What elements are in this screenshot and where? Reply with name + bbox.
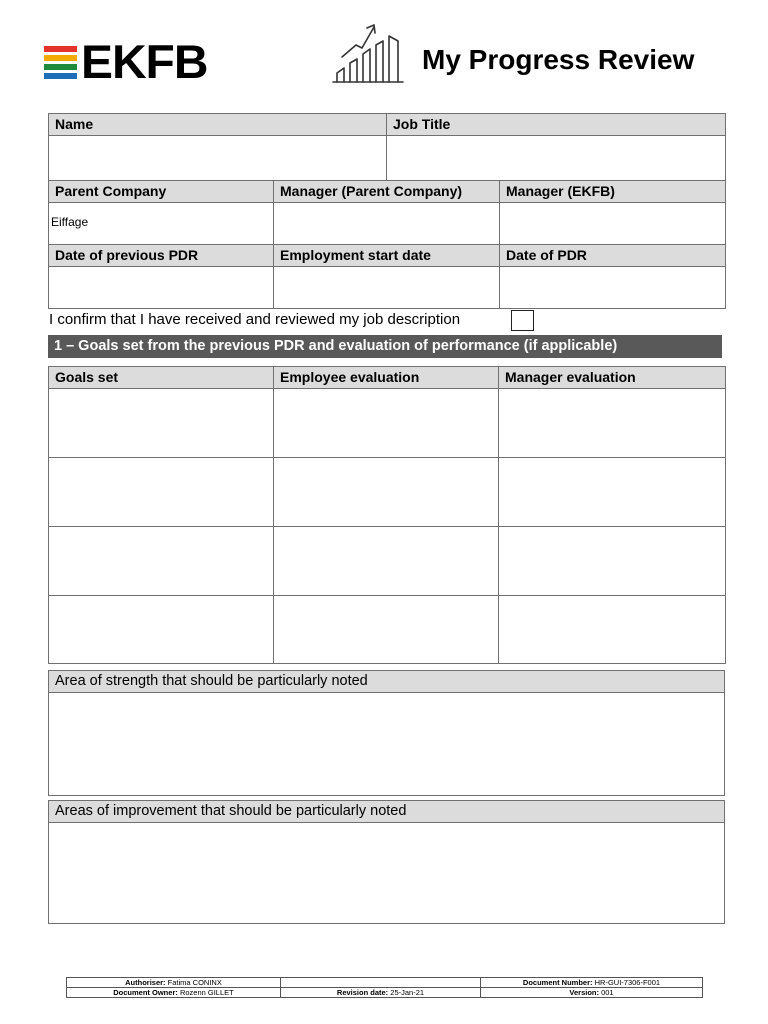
job-title-field[interactable] <box>387 136 726 181</box>
strength-label: Area of strength that should be particularly noted <box>49 671 725 693</box>
employee-evaluation-header: Employee evaluation <box>274 367 499 389</box>
manager-evaluation-cell[interactable] <box>499 389 726 458</box>
goal-row <box>49 527 726 596</box>
goal-cell[interactable] <box>49 527 274 596</box>
pdr-date-field[interactable] <box>500 267 726 309</box>
document-footer <box>66 977 703 998</box>
logo-stripe-yellow <box>44 55 77 61</box>
goal-cell[interactable] <box>49 458 274 527</box>
goal-row <box>49 596 726 664</box>
goal-cell[interactable] <box>49 389 274 458</box>
employee-evaluation-cell[interactable] <box>274 596 499 664</box>
manager-ekfb-label: Manager (EKFB) <box>500 181 726 203</box>
parent-company-field[interactable]: Eiffage <box>49 203 274 245</box>
employment-start-label: Employment start date <box>274 245 500 267</box>
goals-set-header: Goals set <box>49 367 274 389</box>
manager-parent-field[interactable] <box>274 203 500 245</box>
document-number: Document Number: HR-GUI-7306-F001 <box>481 978 703 988</box>
section-1-header: 1 – Goals set from the previous PDR and evaluation of performance (if applicable) <box>48 335 722 358</box>
ekfb-logo <box>44 35 208 88</box>
goal-row <box>49 389 726 458</box>
employment-start-field[interactable] <box>274 267 500 309</box>
strength-table <box>48 670 725 796</box>
parent-company-label: Parent Company <box>49 181 274 203</box>
revision-date: Revision date: 25-Jan-21 <box>281 988 481 998</box>
job-description-checkbox[interactable] <box>511 310 534 331</box>
goals-table <box>48 366 726 664</box>
prev-pdr-date-field[interactable] <box>49 267 274 309</box>
logo-text: EKFB <box>81 35 208 88</box>
authoriser: Authoriser: Fatima CONINX <box>67 978 281 988</box>
manager-evaluation-cell[interactable] <box>499 458 726 527</box>
logo-stripe-green <box>44 64 77 70</box>
goal-cell[interactable] <box>49 596 274 664</box>
strength-field[interactable] <box>49 693 725 796</box>
goal-row <box>49 458 726 527</box>
manager-evaluation-cell[interactable] <box>499 596 726 664</box>
logo-stripe-blue <box>44 73 77 79</box>
manager-evaluation-cell[interactable] <box>499 527 726 596</box>
logo-stripe-red <box>44 46 77 52</box>
manager-ekfb-field[interactable] <box>500 203 726 245</box>
prev-pdr-date-label: Date of previous PDR <box>49 245 274 267</box>
employee-evaluation-cell[interactable] <box>274 527 499 596</box>
manager-evaluation-header: Manager evaluation <box>499 367 726 389</box>
footer-blank <box>281 978 481 988</box>
manager-parent-label: Manager (Parent Company) <box>274 181 500 203</box>
name-label: Name <box>49 114 387 136</box>
growth-chart-icon <box>332 24 404 84</box>
name-field[interactable] <box>49 136 387 181</box>
job-description-confirmation: I confirm that I have received and reviewed my job description <box>49 311 461 328</box>
job-title-label: Job Title <box>387 114 726 136</box>
employee-evaluation-cell[interactable] <box>274 389 499 458</box>
version: Version: 001 <box>481 988 703 998</box>
employee-info-table <box>48 113 726 309</box>
improvement-label: Areas of improvement that should be particularly noted <box>49 801 725 823</box>
page-title: My Progress Review <box>422 44 695 75</box>
pdr-date-label: Date of PDR <box>500 245 726 267</box>
document-owner: Document Owner: Rozenn GILLET <box>67 988 281 998</box>
employee-evaluation-cell[interactable] <box>274 458 499 527</box>
improvement-table <box>48 800 725 924</box>
improvement-field[interactable] <box>49 823 725 924</box>
logo-stripes <box>44 46 77 79</box>
